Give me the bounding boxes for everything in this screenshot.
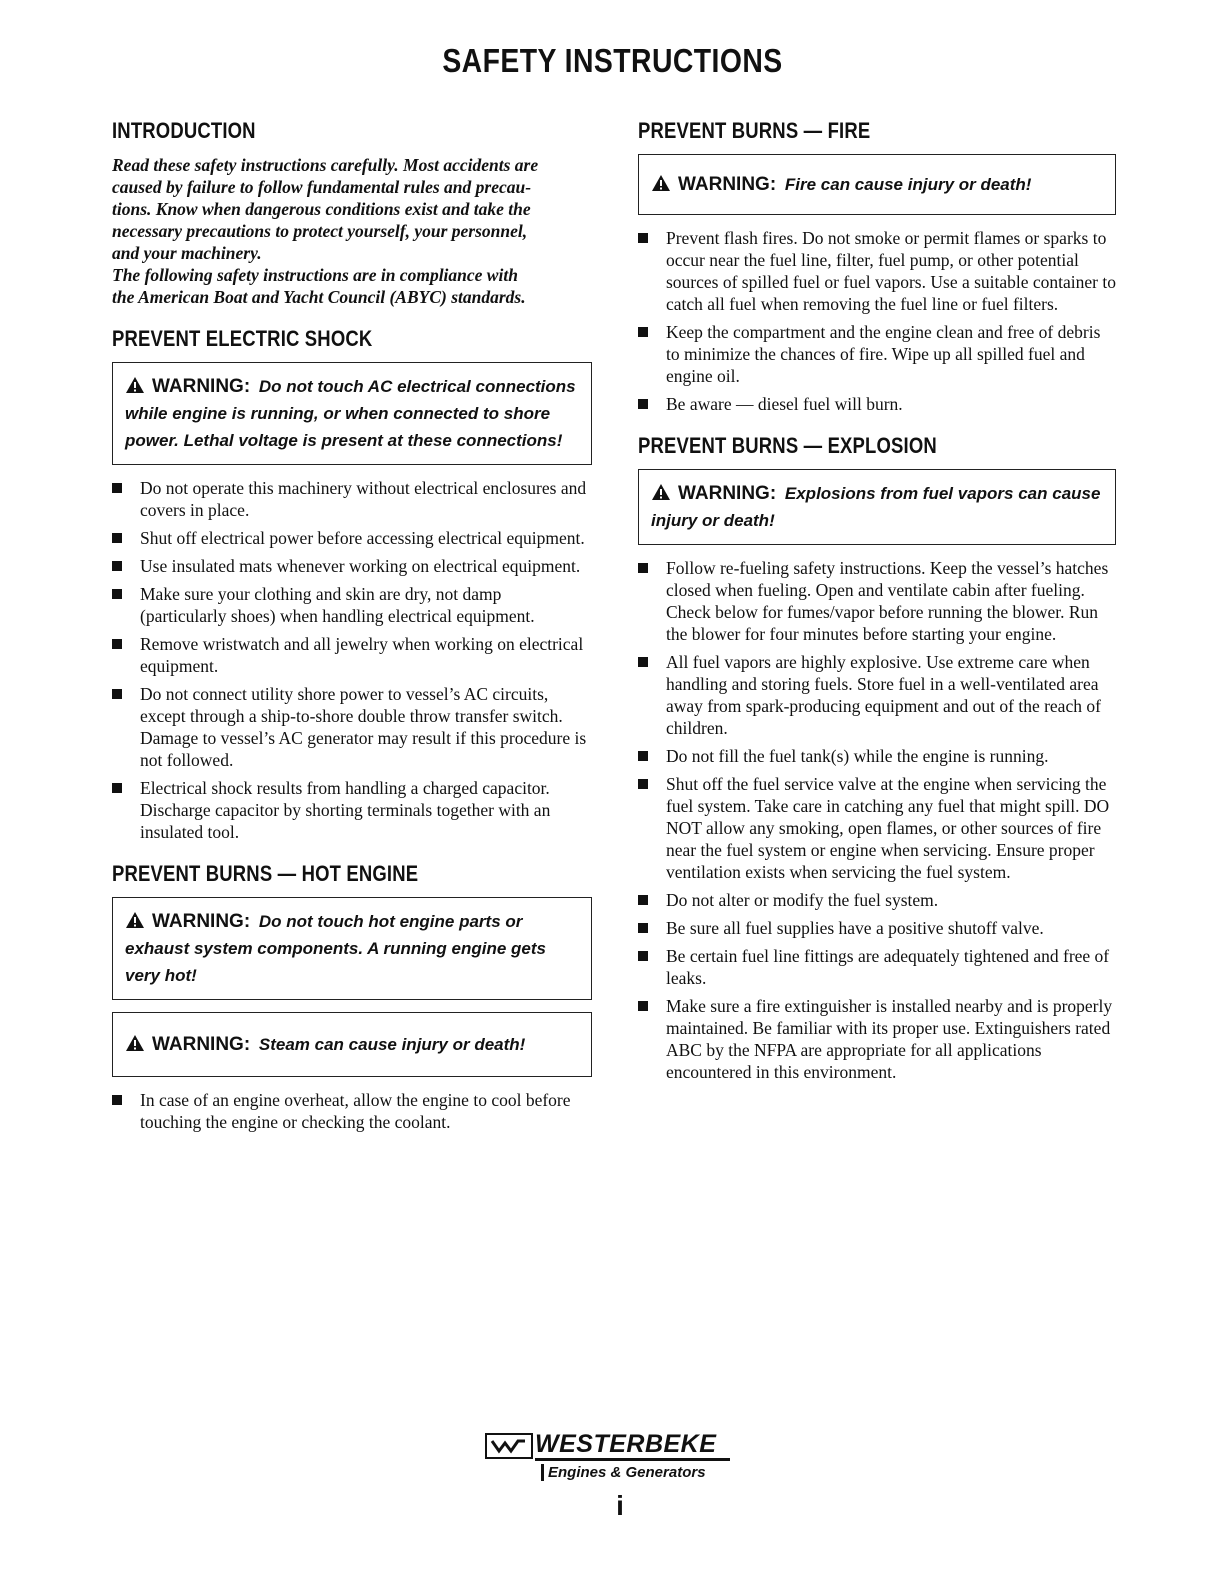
warning-triangle-icon: [651, 174, 671, 192]
bullet-square-icon: [638, 751, 648, 761]
bullet-square-icon: [638, 1001, 648, 1011]
list-item: [638, 945, 1116, 989]
fire-heading: PREVENT BURNS — FIRE: [638, 118, 871, 143]
bullet-square-icon: [638, 657, 648, 667]
bullet-square-icon: [112, 783, 122, 793]
fire-list: [638, 227, 1116, 415]
list-item: [638, 995, 1116, 1083]
hot-engine-warning-box: [112, 897, 592, 1000]
warning-label: WARNING:: [678, 174, 777, 195]
explosion-list: [638, 557, 1116, 1083]
intro-line: caused by failure to follow fundamental rules and precau-: [112, 177, 532, 197]
fire-warning-box: [638, 154, 1116, 215]
warning-triangle-icon: [125, 911, 145, 929]
warning-text-line: Do not touch hot engine parts or: [258, 912, 523, 931]
bullet-square-icon: [638, 399, 648, 409]
list-item-text: Be aware — diesel fuel will burn.: [666, 394, 903, 414]
list-item-text: Do not alter or modify the fuel system.: [666, 890, 939, 910]
intro-text: [112, 154, 592, 308]
list-item: [638, 557, 1116, 645]
westerbeke-logo: [485, 1430, 750, 1485]
list-item-text: Shut off electrical power before accessing electrical equipment.: [140, 528, 585, 548]
page-title: SAFETY INSTRUCTIONS: [442, 42, 783, 79]
bullet-square-icon: [112, 533, 122, 543]
intro-line: the American Boat and Yacht Council (ABYC) standards.: [112, 287, 526, 307]
list-item-text: In case of an engine overheat, allow the engine to cool before touching the engine or checking the coolant.: [140, 1090, 571, 1132]
list-item-text: Do not connect utility shore power to vessel’s AC circuits, except through a ship-to-shore double throw transfer switch. Damage to vessel’s AC generator may result if this procedure is not followed.: [140, 684, 587, 770]
bullet-square-icon: [112, 689, 122, 699]
logo-brand-name: WESTERBEKE: [535, 1430, 730, 1461]
electric-shock-warning-box: [112, 362, 592, 465]
bullet-square-icon: [112, 483, 122, 493]
warning-text-line: Fire can cause injury or death!: [784, 175, 1032, 194]
bullet-square-icon: [638, 923, 648, 933]
left-column: [112, 118, 592, 1147]
explosion-warning-box: [638, 469, 1116, 545]
list-item: [112, 633, 592, 677]
list-item: [112, 555, 592, 577]
intro-heading: INTRODUCTION: [112, 118, 256, 143]
list-item-text: Electrical shock results from handling a charged capacitor. Discharge capacitor by shorting terminals together with an insulated tool.: [140, 778, 551, 842]
list-item: [638, 745, 1116, 767]
bullet-square-icon: [638, 327, 648, 337]
list-item-text: Make sure a fire extinguisher is installed nearby and is properly maintained. Be familiar with its proper use. Extinguishers rated ABC by the NFPA are appropriate for all applications encountered in this environment.: [666, 996, 1113, 1082]
bullet-square-icon: [112, 639, 122, 649]
warning-label: WARNING:: [678, 483, 777, 504]
logo-emblem-icon: [485, 1433, 533, 1459]
list-item: [638, 393, 1116, 415]
warning-triangle-icon: [125, 376, 145, 394]
warning-text-line: Do not touch AC electrical connections: [258, 377, 576, 396]
warning-text-line: very hot!: [125, 966, 197, 985]
bullet-square-icon: [638, 233, 648, 243]
list-item-text: Be sure all fuel supplies have a positive shutoff valve.: [666, 918, 1044, 938]
explosion-heading: PREVENT BURNS — EXPLOSION: [638, 433, 937, 458]
warning-label: WARNING:: [152, 911, 251, 932]
intro-line: and your machinery.: [112, 243, 262, 263]
warning-text-line: Explosions from fuel vapors can cause: [784, 484, 1101, 503]
list-item-text: Follow re-fueling safety instructions. Keep the vessel’s hatches closed when fueling. Open and ventilate cabin after fueling. Check below for fumes/vapor before running the blower. Run the blower for four minutes before starting your engine.: [666, 558, 1109, 644]
list-item: [112, 583, 592, 627]
warning-label: WARNING:: [152, 1034, 251, 1055]
list-item: [638, 917, 1116, 939]
intro-line: Read these safety instructions carefully. Most accidents are: [112, 155, 539, 175]
list-item-text: Do not operate this machinery without electrical enclosures and covers in place.: [140, 478, 587, 520]
bullet-square-icon: [638, 779, 648, 789]
list-item: [638, 321, 1116, 387]
warning-text-line: power. Lethal voltage is present at these connections!: [125, 431, 563, 450]
warning-text-line: injury or death!: [651, 511, 775, 530]
hot-engine-list: [112, 1089, 592, 1133]
list-item-text: Do not fill the fuel tank(s) while the engine is running.: [666, 746, 1049, 766]
list-item: [638, 651, 1116, 739]
list-item: [638, 889, 1116, 911]
list-item-text: Be certain fuel line fittings are adequately tightened and free of leaks.: [666, 946, 1110, 988]
list-item-text: Make sure your clothing and skin are dry, not damp (particularly shoes) when handling electrical equipment.: [140, 584, 535, 626]
intro-line: necessary precautions to protect yourself, your personnel,: [112, 221, 528, 241]
list-item-text: All fuel vapors are highly explosive. Use extreme care when handling and storing fuels. Store fuel in a well-ventilated area away from spark-producing equipment and out of the reach of children.: [666, 652, 1101, 738]
list-item: [112, 477, 592, 521]
list-item: [112, 683, 592, 771]
warning-triangle-icon: [125, 1034, 145, 1052]
warning-triangle-icon: [651, 483, 671, 501]
warning-text-line: exhaust system components. A running engine gets: [125, 939, 546, 958]
hot-engine-heading: PREVENT BURNS — HOT ENGINE: [112, 861, 419, 886]
electric-shock-list: [112, 477, 592, 843]
list-item: [638, 773, 1116, 883]
intro-line: The following safety instructions are in compliance with: [112, 265, 518, 285]
list-item-text: Prevent flash fires. Do not smoke or permit flames or sparks to occur near the fuel line, filter, fuel pump, or other potential sources of spilled fuel or fuel vapors. Use a suitable container to catch all fuel when removing the fuel line or fuel filters.: [666, 228, 1117, 314]
bullet-square-icon: [112, 561, 122, 571]
warning-text-line: while engine is running, or when connected to shore: [125, 404, 551, 423]
list-item-text: Use insulated mats whenever working on electrical equipment.: [140, 556, 581, 576]
bullet-square-icon: [112, 589, 122, 599]
bullet-square-icon: [638, 563, 648, 573]
list-item-text: Shut off the fuel service valve at the engine when servicing the fuel system. Take care in catching any fuel that might spill. DO NOT allow any smoking, open flames, or other sources of fire near the fuel system or engine when servicing. Ensure proper ventilation exists when servicing the fuel system.: [666, 774, 1110, 882]
list-item-text: Keep the compartment and the engine clean and free of debris to minimize the chances of fire. Wipe up all spilled fuel and engine oil.: [666, 322, 1101, 386]
list-item-text: Remove wristwatch and all jewelry when working on electrical equipment.: [140, 634, 584, 676]
page-number: i: [616, 1490, 624, 1521]
electric-shock-heading: PREVENT ELECTRIC SHOCK: [112, 326, 373, 351]
warning-label: WARNING:: [152, 376, 251, 397]
steam-warning-box: [112, 1012, 592, 1077]
intro-line: tions. Know when dangerous conditions exist and take the: [112, 199, 531, 219]
right-column: [638, 118, 1116, 1097]
list-item: [638, 227, 1116, 315]
warning-text-line: Steam can cause injury or death!: [258, 1035, 526, 1054]
list-item: [112, 527, 592, 549]
list-item: [112, 1089, 592, 1133]
bullet-square-icon: [638, 951, 648, 961]
list-item: [112, 777, 592, 843]
bullet-square-icon: [638, 895, 648, 905]
bullet-square-icon: [112, 1095, 122, 1105]
logo-tagline: Engines & Generators: [541, 1464, 706, 1481]
